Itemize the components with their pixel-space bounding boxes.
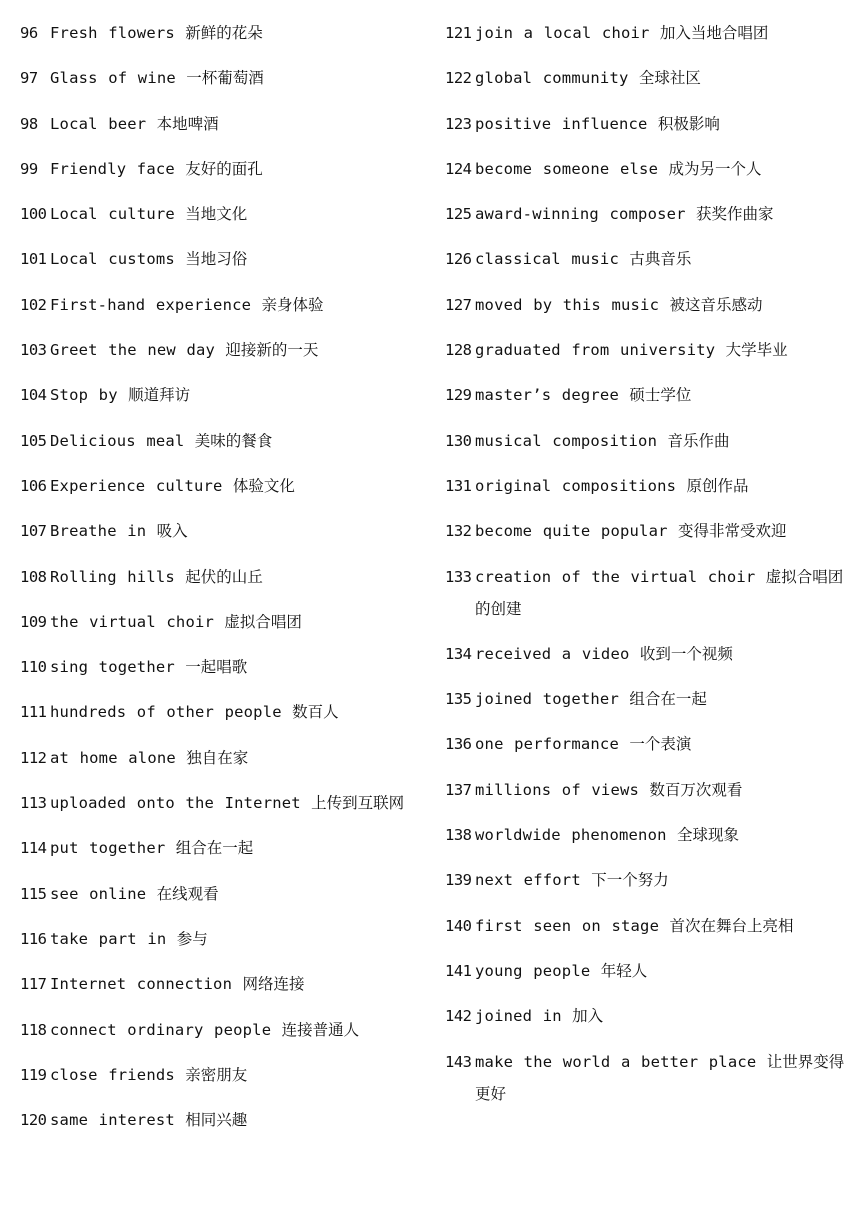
chinese-translation: 起伏的山丘 [185, 567, 263, 586]
english-phrase: original compositions [475, 476, 677, 495]
entry-text [475, 955, 845, 987]
english-phrase: same interest [50, 1111, 175, 1130]
vocab-entry [445, 955, 845, 987]
entry-text [475, 108, 845, 140]
vocab-entry [445, 198, 845, 230]
entry-number: 105 [20, 431, 47, 450]
entry-number: 96 [20, 24, 38, 42]
entry-text [50, 17, 420, 49]
vocab-entry [445, 515, 845, 547]
entry-number: 106 [20, 476, 47, 495]
entry-text [50, 561, 420, 593]
chinese-translation: 在线观看 [156, 884, 219, 903]
entry-number: 110 [20, 658, 47, 677]
chinese-translation: 一起唱歌 [185, 658, 248, 677]
english-phrase: become quite popular [475, 522, 668, 541]
vocab-entry [20, 334, 420, 366]
entry-text [50, 651, 420, 683]
english-phrase: make the world a better place [475, 1052, 757, 1071]
entry-number: 123 [445, 114, 472, 133]
chinese-translation: 虚拟合唱团 [224, 612, 302, 631]
entry-number: 140 [445, 916, 472, 935]
entry-text [50, 515, 420, 547]
vocab-entry [20, 515, 420, 547]
entry-text [475, 683, 845, 715]
chinese-translation: 收到一个视频 [639, 644, 733, 663]
chinese-translation: 当地习俗 [185, 250, 248, 269]
chinese-translation: 连接普通人 [281, 1020, 360, 1039]
chinese-translation: 首次在舞台上亮相 [669, 916, 794, 935]
vocab-entry [445, 910, 845, 942]
entry-text [50, 470, 420, 502]
vocab-entry [20, 1059, 420, 1091]
entry-text [50, 425, 420, 457]
chinese-translation: 体验文化 [232, 476, 295, 495]
vocab-entry [445, 108, 845, 140]
vocab-entry [20, 243, 420, 275]
entry-text [50, 968, 420, 1000]
entry-number: 102 [20, 295, 47, 314]
entry-number: 134 [445, 644, 472, 663]
entry-text [50, 606, 420, 638]
entry-text [50, 379, 420, 411]
entry-number: 104 [20, 386, 47, 405]
english-phrase: joined together [475, 690, 619, 709]
entry-text [50, 742, 420, 774]
entry-text [475, 425, 845, 457]
english-phrase: classical music [475, 250, 619, 269]
english-phrase: first seen on stage [475, 916, 660, 935]
english-phrase: joined in [475, 1007, 562, 1026]
entry-number: 118 [20, 1020, 47, 1039]
vocab-entry [445, 17, 845, 49]
vocab-entry [445, 62, 845, 94]
vocab-entry [20, 832, 420, 864]
entry-number: 133 [445, 567, 472, 586]
entry-number: 135 [445, 690, 472, 709]
entry-text [50, 878, 420, 910]
entry-number: 142 [445, 1007, 472, 1026]
vocab-entry [445, 638, 845, 670]
chinese-translation: 参与 [176, 929, 208, 948]
entry-number: 130 [445, 431, 472, 450]
entry-text [50, 289, 420, 321]
entry-text [50, 1059, 420, 1091]
chinese-translation: 美味的餐食 [194, 431, 273, 450]
vocab-entry [20, 470, 420, 502]
chinese-translation: 上传到互联网 [311, 794, 405, 813]
chinese-translation: 虚拟合唱团的创建 [475, 567, 844, 618]
vocab-entry [445, 334, 845, 366]
vocab-entry [445, 561, 845, 625]
entry-text [50, 108, 420, 140]
chinese-translation: 当地文化 [185, 205, 248, 224]
english-phrase: Rolling hills [50, 567, 175, 586]
left-column [20, 17, 420, 1149]
english-phrase: Glass of wine [50, 69, 176, 88]
english-phrase: Local beer [50, 114, 147, 133]
entry-number: 100 [20, 205, 47, 224]
entry-number: 143 [445, 1052, 472, 1071]
chinese-translation: 原创作品 [686, 476, 749, 495]
entry-text [475, 198, 845, 230]
english-phrase: master’s degree [475, 386, 619, 405]
entry-number: 97 [20, 69, 38, 88]
entry-number: 141 [445, 961, 472, 980]
entry-number: 99 [20, 159, 38, 178]
vocab-entry [445, 379, 845, 411]
english-phrase: at home alone [50, 748, 176, 767]
vocab-entry [445, 425, 845, 457]
entry-text [475, 561, 845, 625]
english-phrase: Fresh flowers [50, 24, 175, 42]
entry-number: 107 [20, 522, 47, 541]
entry-text [475, 910, 845, 942]
entry-text [475, 17, 845, 49]
vocab-entry [20, 379, 420, 411]
chinese-translation: 数百人 [292, 703, 339, 722]
vocab-entry [445, 864, 845, 896]
vocab-entry [20, 17, 420, 49]
english-phrase: award-winning composer [475, 205, 686, 224]
chinese-translation: 让世界变得更好 [475, 1052, 845, 1103]
vocab-entry [445, 819, 845, 851]
vocab-entry [20, 108, 420, 140]
english-phrase: Delicious meal [50, 431, 185, 450]
entry-number: 129 [445, 386, 472, 405]
english-phrase: Local customs [50, 250, 175, 269]
english-phrase: worldwide phenomenon [475, 826, 667, 845]
english-phrase: Breathe in [50, 522, 147, 541]
entry-text [50, 1014, 420, 1046]
entry-text [475, 728, 845, 760]
vocab-entry [445, 243, 845, 275]
vocab-entry [20, 561, 420, 593]
chinese-translation: 独自在家 [186, 748, 249, 767]
entry-number: 124 [445, 159, 472, 178]
entry-number: 119 [20, 1065, 47, 1084]
entry-number: 126 [445, 250, 472, 269]
vocab-entry [20, 1104, 420, 1136]
entry-number: 112 [20, 748, 47, 767]
entry-number: 128 [445, 341, 472, 360]
entry-number: 116 [20, 929, 47, 948]
english-phrase: join a local choir [475, 24, 650, 42]
english-phrase: see online [50, 884, 147, 903]
chinese-translation: 被这音乐感动 [669, 295, 763, 314]
english-phrase: Stop by [50, 386, 118, 405]
vocab-entry [20, 742, 420, 774]
entry-text [50, 1104, 420, 1136]
entry-text [475, 379, 845, 411]
entry-number: 103 [20, 341, 47, 360]
english-phrase: Internet connection [50, 975, 233, 994]
chinese-translation: 加入当地合唱团 [659, 24, 769, 42]
entry-text [475, 470, 845, 502]
vocab-entry [445, 683, 845, 715]
vocab-entry [20, 153, 420, 185]
chinese-translation: 亲密朋友 [185, 1065, 248, 1084]
vocab-entry [20, 923, 420, 955]
chinese-translation: 组合在一起 [175, 839, 254, 858]
entry-text [50, 696, 420, 728]
entry-text [50, 153, 420, 185]
chinese-translation: 年轻人 [600, 961, 648, 980]
entry-text [50, 787, 420, 819]
entry-text [475, 153, 845, 185]
entry-text [475, 1000, 845, 1032]
chinese-translation: 相同兴趣 [185, 1111, 248, 1130]
entry-number: 137 [445, 780, 472, 799]
chinese-translation: 积极影响 [657, 114, 720, 133]
entry-text [475, 1046, 845, 1110]
english-phrase: graduated from university [475, 341, 716, 360]
vocab-entry [20, 1014, 420, 1046]
entry-number: 113 [20, 794, 47, 813]
vocab-entry [20, 878, 420, 910]
english-phrase: connect ordinary people [50, 1020, 272, 1039]
entry-number: 115 [20, 884, 47, 903]
chinese-translation: 全球社区 [638, 69, 701, 88]
english-phrase: next effort [475, 871, 581, 890]
entry-number: 131 [445, 476, 472, 495]
vocab-entry [445, 153, 845, 185]
english-phrase: positive influence [475, 114, 648, 133]
english-phrase: received a video [475, 644, 630, 663]
entry-text [475, 864, 845, 896]
right-column [445, 17, 845, 1123]
chinese-translation: 加入 [572, 1007, 604, 1026]
english-phrase: young people [475, 961, 591, 980]
entry-number: 108 [20, 567, 47, 586]
entry-number: 101 [20, 250, 47, 269]
chinese-translation: 一个表演 [629, 735, 692, 754]
english-phrase: Greet the new day [50, 341, 216, 360]
chinese-translation: 网络连接 [242, 975, 305, 994]
chinese-translation: 获奖作曲家 [696, 205, 774, 224]
entry-number: 125 [445, 205, 472, 224]
chinese-translation: 迎接新的一天 [225, 341, 319, 360]
vocab-entry [445, 774, 845, 806]
entry-text [475, 289, 845, 321]
english-phrase: become someone else [475, 159, 659, 178]
english-phrase: close friends [50, 1065, 175, 1084]
entry-number: 132 [445, 522, 472, 541]
english-phrase: one performance [475, 735, 619, 754]
english-phrase: millions of views [475, 780, 640, 799]
entry-text [50, 832, 420, 864]
entry-number: 114 [20, 839, 47, 858]
entry-text [475, 515, 845, 547]
entry-text [475, 62, 845, 94]
chinese-translation: 数百万次观看 [649, 780, 743, 799]
english-phrase: musical composition [475, 431, 658, 450]
entry-text [475, 243, 845, 275]
english-phrase: creation of the virtual choir [475, 567, 756, 586]
english-phrase: Experience culture [50, 476, 223, 495]
entry-number: 138 [445, 826, 472, 845]
chinese-translation: 新鲜的花朵 [185, 24, 263, 42]
entry-number: 127 [445, 295, 472, 314]
entry-number: 117 [20, 975, 47, 994]
chinese-translation: 吸入 [156, 522, 188, 541]
entry-text [50, 334, 420, 366]
entry-number: 122 [445, 69, 472, 88]
entry-number: 109 [20, 612, 47, 631]
vocab-entry [20, 696, 420, 728]
chinese-translation: 组合在一起 [629, 690, 707, 709]
vocab-entry [20, 606, 420, 638]
vocab-entry [20, 651, 420, 683]
entry-text [50, 243, 420, 275]
vocab-entry [20, 62, 420, 94]
chinese-translation: 下一个努力 [591, 871, 669, 890]
entry-number: 111 [20, 703, 47, 722]
entry-text [475, 638, 845, 670]
entry-text [50, 198, 420, 230]
english-phrase: put together [50, 839, 166, 858]
vocab-entry [445, 1000, 845, 1032]
entry-number: 121 [445, 24, 472, 42]
entry-number: 98 [20, 114, 38, 133]
english-phrase: moved by this music [475, 295, 660, 314]
chinese-translation: 亲身体验 [261, 295, 324, 314]
english-phrase: the virtual choir [50, 612, 215, 631]
entry-text [475, 334, 845, 366]
chinese-translation: 一杯葡萄酒 [186, 69, 264, 88]
vocab-entry [445, 1046, 845, 1110]
vocab-entry [20, 787, 420, 819]
chinese-translation: 音乐作曲 [667, 431, 730, 450]
chinese-translation: 全球现象 [676, 826, 739, 845]
chinese-translation: 变得非常受欢迎 [677, 522, 787, 541]
english-phrase: sing together [50, 658, 175, 677]
entry-text [475, 819, 845, 851]
chinese-translation: 友好的面孔 [185, 159, 263, 178]
vocab-entry [20, 289, 420, 321]
vocab-entry [20, 425, 420, 457]
chinese-translation: 硕士学位 [629, 386, 692, 405]
english-phrase: Friendly face [50, 159, 175, 178]
entry-text [50, 923, 420, 955]
entry-number: 139 [445, 871, 472, 890]
entry-number: 120 [20, 1111, 47, 1130]
entry-text [50, 62, 420, 94]
english-phrase: uploaded onto the Internet [50, 794, 301, 813]
chinese-translation: 顺道拜访 [128, 386, 191, 405]
vocab-entry [445, 470, 845, 502]
vocab-entry [445, 728, 845, 760]
chinese-translation: 成为另一个人 [668, 159, 762, 178]
english-phrase: Local culture [50, 205, 175, 224]
english-phrase: hundreds of other people [50, 703, 282, 722]
chinese-translation: 古典音乐 [629, 250, 692, 269]
vocab-entry [445, 289, 845, 321]
english-phrase: global community [475, 69, 629, 88]
entry-number: 136 [445, 735, 472, 754]
vocab-entry [20, 198, 420, 230]
entry-text [475, 774, 845, 806]
chinese-translation: 大学毕业 [725, 341, 788, 360]
english-phrase: First-hand experience [50, 295, 252, 314]
english-phrase: take part in [50, 929, 167, 948]
chinese-translation: 本地啤酒 [156, 114, 219, 133]
vocab-entry [20, 968, 420, 1000]
